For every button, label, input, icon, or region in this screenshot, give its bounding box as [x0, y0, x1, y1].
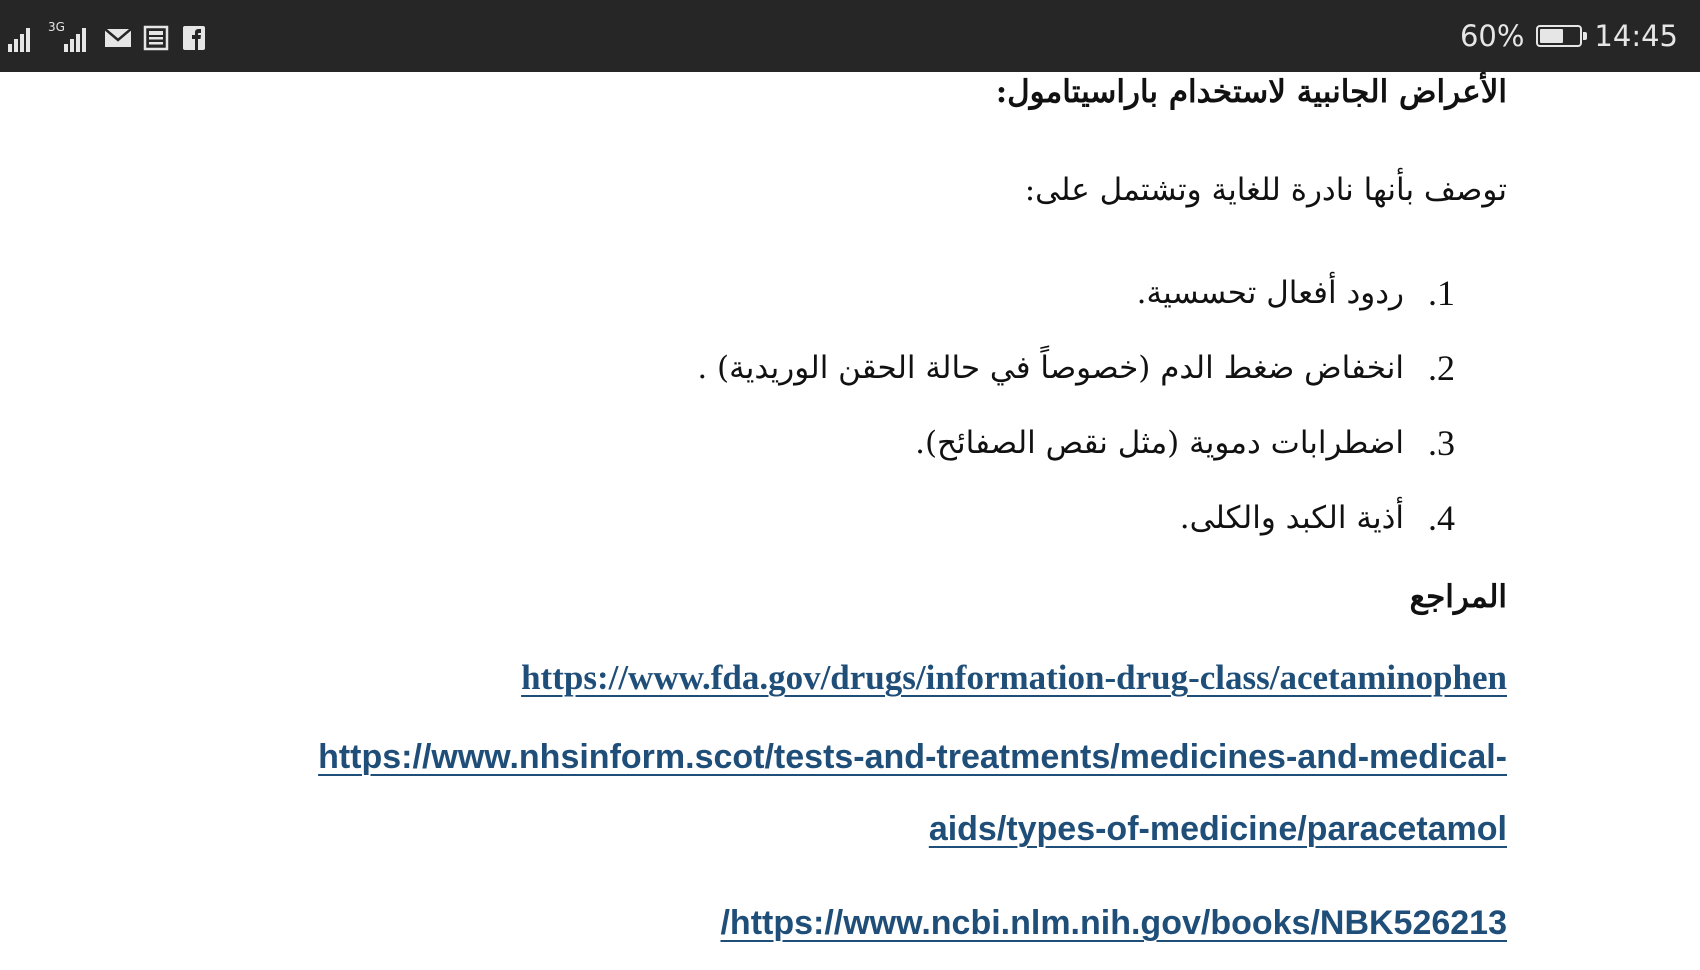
reference-link-ncbi[interactable]: /https://www.ncbi.nlm.nih.gov/books/NBK526213 — [720, 904, 1507, 942]
status-bar — [0, 0, 1700, 72]
list-number: 1. — [1428, 272, 1455, 313]
list-text: انخفاض ضغط الدم (خصوصاً في حالة الحقن الوريدية) . — [697, 349, 1404, 386]
document-page[interactable] — [0, 72, 1700, 970]
clock: 14:45 — [1594, 19, 1678, 53]
battery-icon — [1536, 25, 1582, 47]
reference-link-nhs-continued[interactable]: aids/types-of-medicine/paracetamol — [928, 810, 1507, 848]
facebook-icon — [180, 25, 208, 51]
intro-paragraph: توصف بأنها نادرة للغاية وتشتمل على: — [1024, 172, 1507, 208]
side-effects-list — [697, 255, 1455, 555]
list-item — [697, 330, 1455, 405]
section-heading: الأعراض الجانبية لاستخدام باراسيتامول: — [995, 74, 1507, 110]
reference-link-nhs[interactable]: https://www.nhsinform.scot/tests-and-treatments/medicines-and-medical- — [318, 738, 1507, 776]
status-right — [1460, 14, 1678, 58]
reference-link-fda[interactable]: https://www.fda.gov/drugs/information-drug-class/acetaminophen — [521, 658, 1507, 697]
network-type-label: 3G — [48, 20, 65, 34]
references-heading: المراجع — [1409, 579, 1507, 615]
list-number: 2. — [1428, 347, 1455, 388]
list-text: اضطرابات دموية (مثل نقص الصفائح). — [915, 424, 1404, 461]
notification-icons — [2, 18, 208, 54]
list-item — [697, 405, 1455, 480]
mail-icon — [104, 25, 132, 51]
list-text: أذية الكبد والكلى. — [1179, 499, 1404, 536]
list-item — [697, 255, 1455, 330]
reference-links — [318, 658, 1507, 943]
list-text: ردود أفعال تحسسية. — [1136, 274, 1404, 311]
signal-3g-icon — [48, 22, 94, 54]
signal-icon — [2, 22, 38, 54]
news-icon — [142, 25, 170, 51]
list-item — [697, 480, 1455, 555]
battery-percent: 60% — [1459, 19, 1525, 53]
list-number: 4. — [1428, 497, 1455, 538]
list-number: 3. — [1428, 422, 1455, 463]
